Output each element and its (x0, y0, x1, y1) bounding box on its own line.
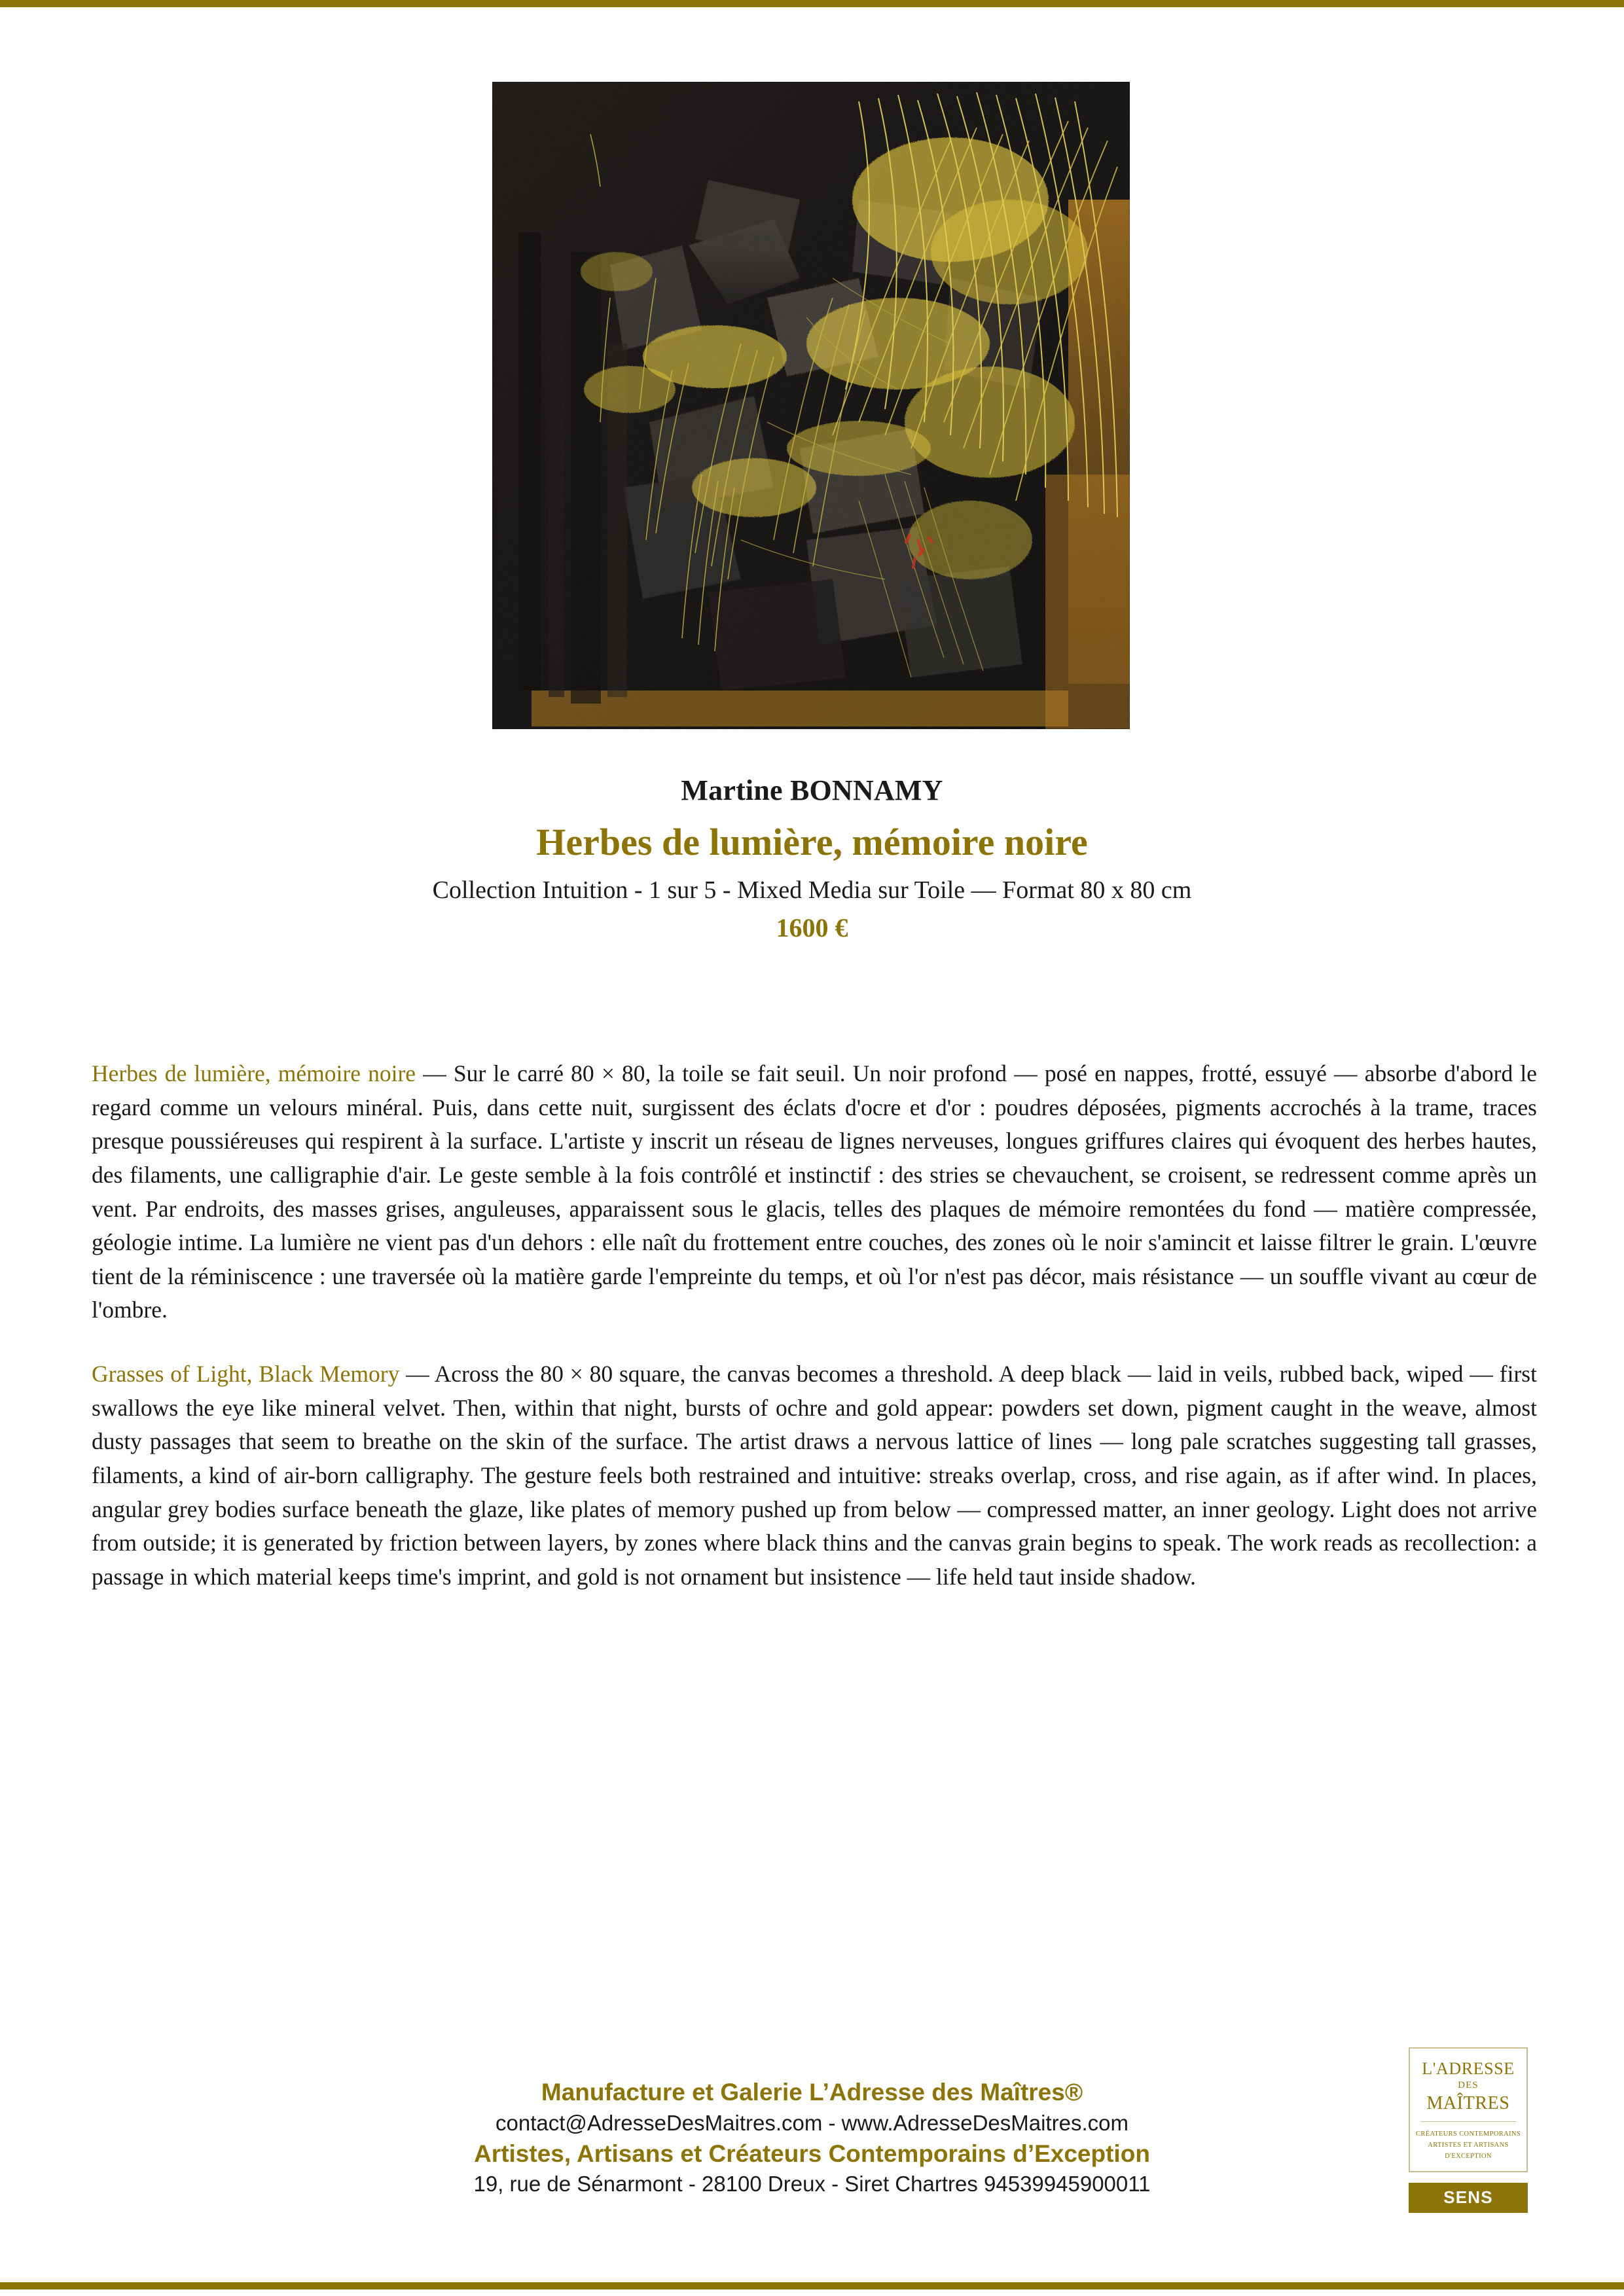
footer (0, 2076, 1624, 2199)
logo-sub-artistes: ARTISTES ET ARTISANS (1428, 2141, 1509, 2149)
paragraph-english-text: — Across the 80 × 80 square, the canvas becomes a threshold. A deep black — laid in veils, rubbed back, wiped — first swallows the eye like mineral velvet. Then, within that night, bursts of ochre and gold appear: powders set down, pigment caught in the weave, almost dusty passages that seem to breathe on the skin of the surface. The artist draws a nervous lattice of lines — long pale scratches suggesting tall grasses, filaments, a kind of air-born calligraphy. The gesture feels both restrained and intuitive: streaks overlap, cross, and rise again, as if after wind. In places, angular grey bodies surface beneath the glaze, like plates of memory pushed up from below — compressed matter, an inner geology. Light does not arrive from outside; it is generated by friction between layers, by zones where black thins and the canvas grain begins to speak. The work reads as recollection: a passage in which material keeps time's imprint, and gold is not ornament but insistence — life held taut inside shadow. (92, 1361, 1537, 1590)
brand-logo-block (1409, 2047, 1528, 2213)
logo-divider (1420, 2121, 1516, 2122)
artist-name: Martine BONNAMY (681, 774, 943, 806)
top-gold-rule (0, 0, 1624, 7)
footer-company-name: Manufacture et Galerie L’Adresse des Maîtres® (541, 2079, 1083, 2106)
description-body (92, 1057, 1537, 1594)
artwork-title: Herbes de lumière, mémoire noire (536, 820, 1088, 863)
footer-tagline: Artistes, Artisans et Créateurs Contemporains d’Exception (474, 2140, 1150, 2167)
sens-badge[interactable]: SENS (1409, 2183, 1528, 2213)
title-block (0, 774, 1624, 944)
brand-logo-card (1409, 2047, 1528, 2172)
logo-sub-createurs: CRÉATEURS CONTEMPORAINS (1415, 2130, 1521, 2138)
artwork-specs: Collection Intuition - 1 sur 5 - Mixed Media sur Toile — Format 80 x 80 cm (432, 876, 1192, 904)
logo-line-des: DES (1458, 2080, 1479, 2091)
logo-sub-exception: D'EXCEPTION (1445, 2152, 1492, 2160)
artwork-image-container (492, 82, 1130, 729)
logo-line-maitres: MAÎTRES (1426, 2092, 1510, 2113)
artwork-price: 1600 € (776, 913, 848, 943)
paragraph-french-text: — Sur le carré 80 × 80, la toile se fait seuil. Un noir profond — posé en nappes, frotté, essuyé — absorbe d'abord le regard comme un velours minéral. Puis, dans cette nuit, surgissent des éclats d'ocre et d'or : poudres déposées, pigments accrochés à la trame, traces presque poussiéreuses qui respirent à la surface. L'artiste y inscrit un réseau de lignes nerveuses, longues griffures claires qui évoquent des herbes hautes, des filaments, une calligraphie d'air. Le geste semble à la fois contrôlé et instinctif : des stries se chevauchent, se croisent, se redressent comme après un vent. Par endroits, des masses grises, anguleuses, apparaissent sous le glacis, telles des plaques de mémoire remontées du fond — matière compressée, géologie intime. La lumière ne vient pas d'un dehors : elle naît du frottement entre couches, des zones où le noir s'amincit et laisse filtrer le grain. L'œuvre tient de la réminiscence : une traversée où la matière garde l'empreinte du temps, et où l'or n'est pas décor, mais résistance — un souffle vivant au cœur de l'ombre. (92, 1060, 1537, 1323)
footer-address: 19, rue de Sénarmont - 28100 Dreux - Siret Chartres 94539945900011 (473, 2172, 1151, 2197)
artwork-image (492, 82, 1130, 729)
bottom-gold-rule (0, 2282, 1624, 2289)
logo-line-adresse: L'ADRESSE (1422, 2059, 1515, 2078)
footer-contact[interactable]: contact@AdresseDesMaitres.com - www.AdresseDesMaitres.com (496, 2110, 1128, 2135)
paragraph-english-lead: Grasses of Light, Black Memory (92, 1361, 400, 1388)
paragraph-french (92, 1057, 1537, 1327)
paragraph-french-lead: Herbes de lumière, mémoire noire (92, 1060, 416, 1086)
paragraph-english (92, 1357, 1537, 1594)
